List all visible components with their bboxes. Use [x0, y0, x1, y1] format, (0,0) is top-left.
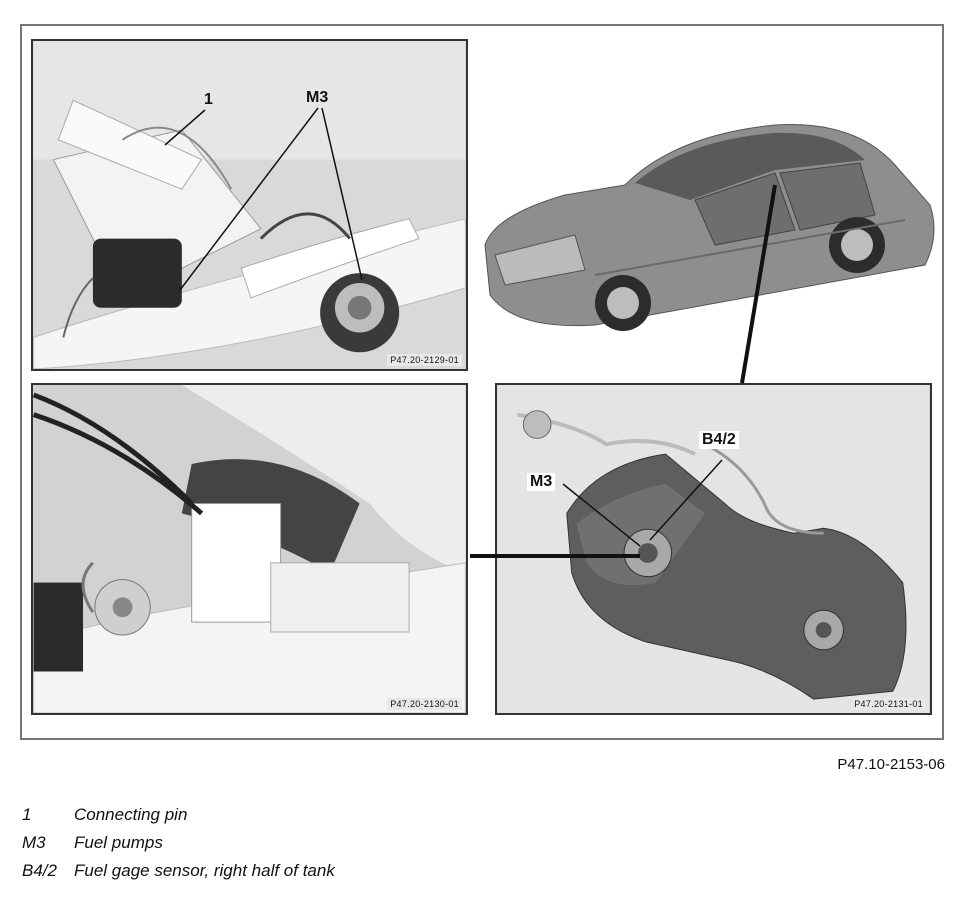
legend-key: M3 — [22, 833, 46, 852]
callout-fuel-gage-sensor: B4/2 — [699, 431, 739, 449]
callout-connecting-pin: 1 — [204, 91, 213, 108]
legend-item — [22, 805, 187, 825]
legend-text: Fuel pumps — [74, 833, 163, 852]
callout-fuel-pump: M3 — [527, 473, 555, 491]
photo-code: P47.20-2130-01 — [387, 698, 462, 710]
callout-fuel-pump: M3 — [306, 89, 329, 106]
photo-code: P47.20-2131-01 — [851, 698, 926, 710]
legend-key: 1 — [22, 805, 32, 824]
photo-panel-fuel-tank — [495, 383, 932, 715]
legend-item — [22, 861, 335, 881]
photo-panel-fuel-pump-module — [31, 39, 468, 371]
fuel-pump-module-illustration — [33, 41, 466, 369]
legend-text: Connecting pin — [74, 805, 188, 824]
car-illustration — [475, 95, 940, 345]
legend-key: B4/2 — [22, 861, 57, 880]
legend-item — [22, 833, 163, 853]
legend-text: Fuel gage sensor, right half of tank — [74, 861, 335, 880]
pump-connector-illustration — [33, 385, 466, 713]
photo-code: P47.20-2129-01 — [387, 354, 462, 366]
photo-panel-pump-connector — [31, 383, 468, 715]
figure-reference-code: P47.10-2153-06 — [837, 756, 945, 773]
